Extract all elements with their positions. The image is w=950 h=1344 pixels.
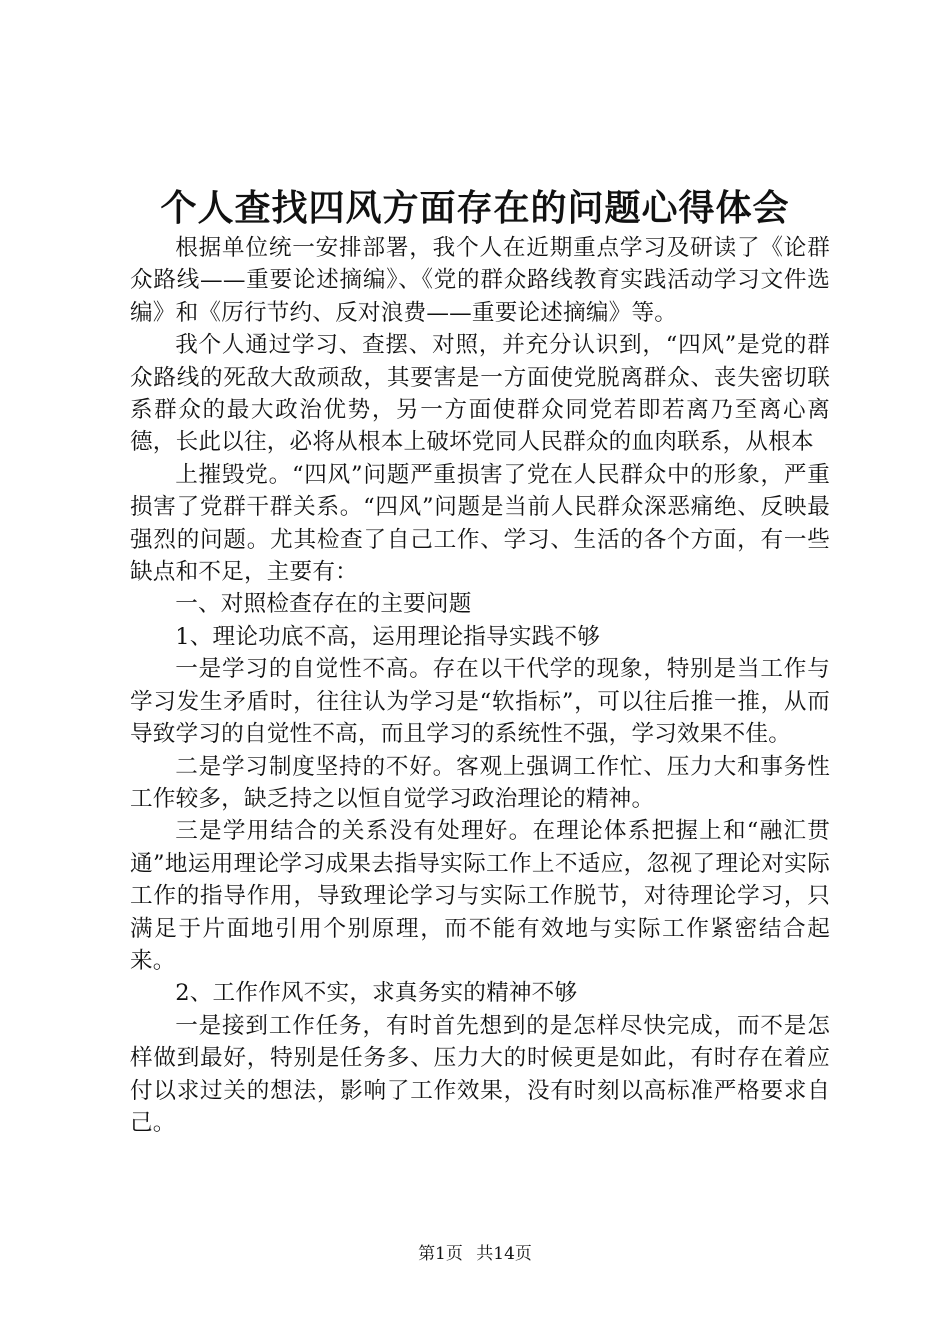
page-footer [0, 1242, 950, 1266]
paragraph-understanding: 我个人通过学习、查摆、对照，并充分认识到，“四风”是党的群众路线的死敌大敌顽敌，其要害是一方面使党脱离群众、丧失密切联系群众的最大政治优势，另一方面使群众同党若即若离乃至离心离德，长此以往，必将从根本上破坏党同人民群众的血肉联系，从根本 [130, 332, 830, 456]
paragraph-study-awareness: 一是学习的自觉性不高。存在以干代学的现象，特别是当工作与学习发生矛盾时，往往认为学习是“软指标”，可以往后推一推，从而导致学习的自觉性不高，而且学习的系统性不强，学习效果不佳。 [130, 656, 830, 748]
paragraph-harm: 上摧毁党。“四风”问题严重损害了党在人民群众中的形象，严重损害了党群干群关系。“四风”问题是当前人民群众深恶痛绝、反映最强烈的问题。尤其检查了自己工作、学习、生活的各个方面，有一些缺点和不足，主要有： [130, 461, 830, 586]
paragraph-study-system: 二是学习制度坚持的不好。客观上强调工作忙、压力大和事务性工作较多，缺乏持之以恒自觉学习政治理论的精神。 [130, 753, 830, 812]
subheading-work-style: 2、工作作风不实，求真务实的精神不够 [175, 980, 578, 1007]
paragraph-intro: 根据单位统一安排部署，我个人在近期重点学习及研读了《论群众路线——重要论述摘编》、《党的群众路线教育实践活动学习文件选编》和《厉行节约、反对浪费——重要论述摘编》等。 [130, 235, 830, 326]
document-title: 个人查找四风方面存在的问题心得体会 [160, 187, 790, 229]
total-pages: 共14页 [476, 1244, 532, 1264]
document-body [130, 232, 830, 1139]
subheading-theory: 1、理论功底不高，运用理论指导实践不够 [175, 623, 601, 650]
section-heading-main-problems: 一、对照检查存在的主要问题 [175, 591, 472, 618]
page-number: 第1页 [418, 1244, 463, 1264]
paragraph-theory-practice: 三是学用结合的关系没有处理好。在理论体系把握上和“融汇贯通”地运用理论学习成果去指导实际工作上不适应，忽视了理论对实际工作的指导作用，导致理论学习与实际工作脱节，对待理论学习，只满足于片面地引用个别原理，而不能有效地与实际工作紧密结合起来。 [130, 818, 831, 974]
paragraph-work-tasks: 一是接到工作任务，有时首先想到的是怎样尽快完成，而不是怎样做到最好，特别是任务多、压力大的时候更是如此，有时存在着应付以求过关的想法，影响了工作效果，没有时刻以高标准严格要求自己。 [130, 1012, 830, 1136]
